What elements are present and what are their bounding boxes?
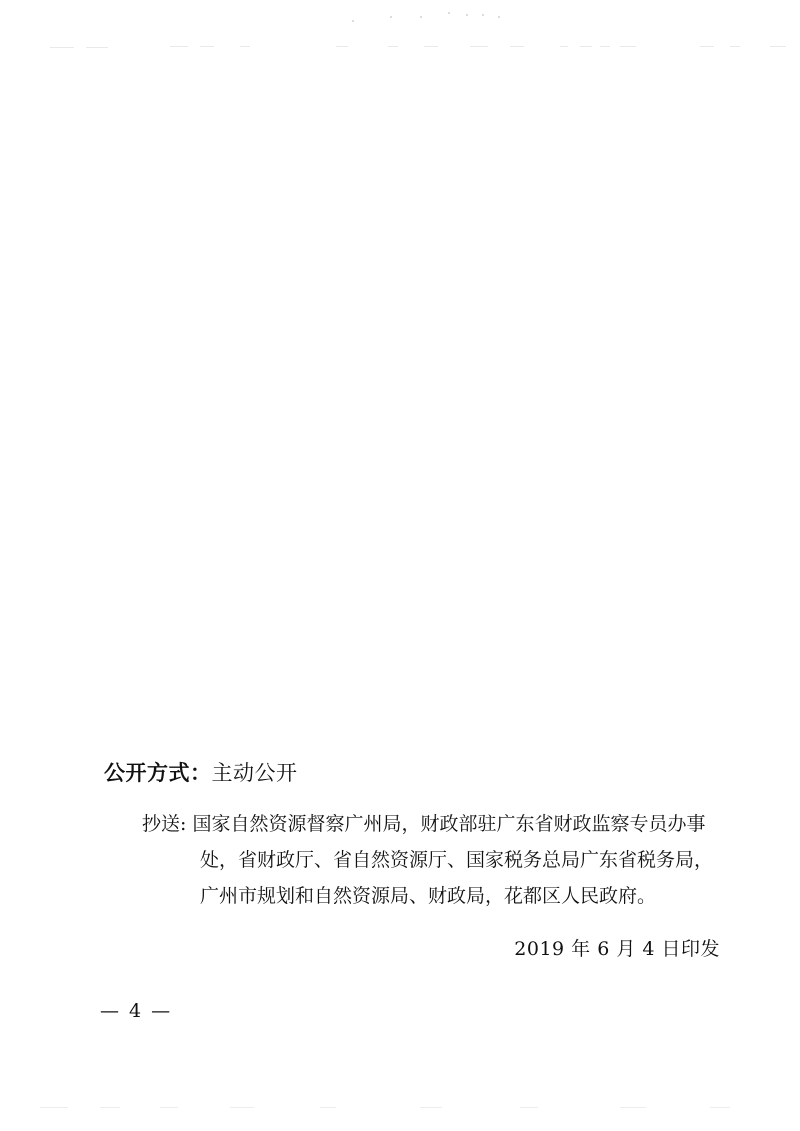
disclosure-method-line bbox=[104, 757, 298, 787]
page-number: — 4 — bbox=[100, 1000, 173, 1022]
carbon-copy-block bbox=[104, 806, 720, 914]
cc-line-text: 处，省财政厅、省自然资源厅、国家税务总局广东省税务局， bbox=[200, 849, 714, 871]
cc-line-text: 国家自然资源督察广州局，财政部驻广东省财政监察专员办事 bbox=[192, 813, 706, 835]
issue-date: 2019 年 6 月 4 日印发 bbox=[514, 938, 720, 960]
cc-line bbox=[104, 806, 720, 842]
cc-line bbox=[104, 842, 720, 878]
cc-line bbox=[104, 878, 720, 914]
cc-label: 抄送: bbox=[142, 813, 187, 835]
cc-line-text: 广州市规划和自然资源局、财政局，花都区人民政府。 bbox=[200, 885, 657, 907]
disclosure-method-label: 公开方式： bbox=[104, 761, 212, 785]
disclosure-method-value: 主动公开 bbox=[211, 761, 298, 785]
